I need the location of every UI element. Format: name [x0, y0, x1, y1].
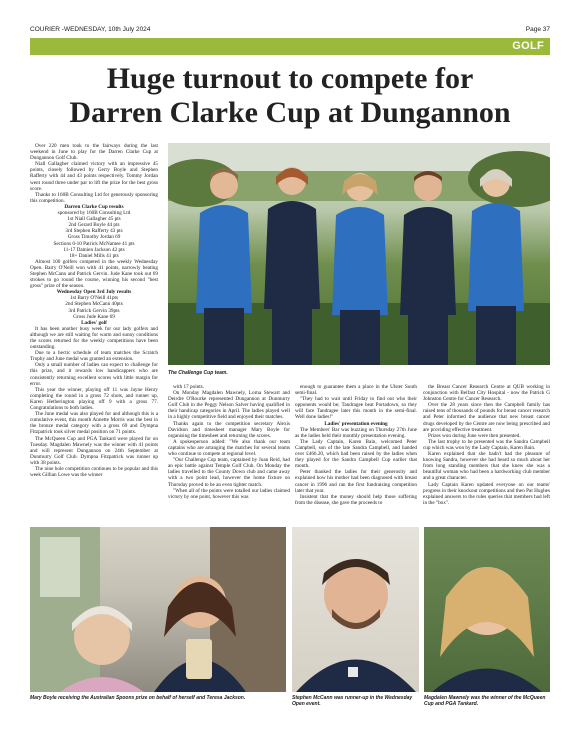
paragraph: Over 220 men took to the fairways during the last weekend in June to play for the Darren Clarke Cup at Dungannon Golf Club.: [30, 143, 158, 162]
column-2: [168, 384, 290, 500]
headline: [30, 62, 550, 130]
paragraph: Almost 100 golfers competed in the weekly Wednesday Open. Barry O'Neill won with 41 points, narrowly beating Stephen McCann and Patrick Gervin. Jude Kane took out 69 strokes to go round the course, winning his second "best gross" prize of the season.: [30, 258, 158, 290]
results-title: Wednesday Open 3rd July results: [56, 289, 132, 296]
issue-date: COURIER -WEDNESDAY, 10th July 2024: [30, 26, 151, 33]
result-line: 1st Niall Gallagher 45 pts: [67, 216, 121, 223]
paragraph: The Members' Bar was buzzing on Thursday 27th June as the ladies held their monthly presentation evening.: [295, 426, 417, 439]
result-line: sponsored by 160B Consulting Ltd: [57, 210, 131, 217]
paragraph: Thanks to 160B Consulting Ltd for generously sponsoring this competition.: [30, 191, 158, 204]
paragraph: Only a small number of ladies can expect to challenge for this prize, and it rewards low handicappers who are consistently returning excellent scores with little margin for error.: [30, 362, 158, 387]
result-line: 1st Barry O'Neill 41pts: [69, 295, 119, 302]
photo-caption: Stephen McCann was runner-up in the Wednesday Open event.: [292, 695, 413, 707]
result-line: Sections 0-10 Patrick McNamee 41 pts: [53, 240, 135, 247]
mawnely-photo: [424, 527, 550, 692]
subheading: Ladies' golf: [81, 319, 107, 326]
subheading: Ladies' presentation evening: [324, 420, 388, 427]
paragraph: Niall Gallagher claimed victory with an impressive 45 points, closely followed by Gerry Boyle and Stephen Rafferty with 44 and 43 points respectively. Tommy Jordan went round three under par to lift the prize for the best gross score.: [30, 161, 158, 192]
paragraph: "When all of the points were totalled our ladies claimed victory by one point, however this was: [168, 487, 290, 500]
paragraph: The nine hole competition continues to be popular and this week Gillian Lowe was the winner: [30, 465, 158, 479]
paragraph: enough to guarantee them a place in the Ulster South semi-final.: [295, 384, 417, 397]
headline-line-2: Darren Clarke Cup at Dungannon: [69, 96, 511, 129]
page-number: Page 37: [525, 26, 550, 33]
paragraph: with 17 points.: [173, 384, 204, 390]
paragraph: The last trophy to be presented was the Sandra Campbell cup which was won by the Lady Captain, Karen Bain.: [423, 438, 550, 451]
column-3: [295, 384, 417, 506]
result-line: 2nd Gerard Boyle 44 pts: [68, 222, 120, 229]
paragraph: Over the 28 years since then the Campbell family has raised tens of thousands of pounds for breast cancer research and Peter informed the audience that new breast cancer drugs developed by the Centre are now being prescribed and are providing effective treatment.: [423, 402, 550, 433]
paragraph: "They had to wait until Friday to find out who their opponents would be; Tandragee beat Portadown, so they will face Tandragee later this month in the semi-final. Well done ladies!": [295, 396, 417, 421]
result-line: Gross Timothy Jordan 69: [67, 234, 121, 241]
mccann-photo: [292, 527, 419, 692]
column-1: [30, 143, 158, 478]
paragraph: "Our Challenge Cup team, captained by Joan Reid, had an epic battle against Temple Golf Club. On Monday the ladies travelled to the County Down club and came away with a two point lead, however the home fixture on Thursday proved to be an even tighter match.: [168, 457, 290, 488]
photo-caption: Mary Boyle receiving the Australian Spoons prize on behalf of herself and Teresa Jackson.: [30, 695, 246, 701]
result-line: 3rd Patrick Gervin 39pts: [68, 307, 120, 314]
result-line: 18+ Daniel Mills 41 pts: [69, 252, 119, 259]
result-line: 3rd Stephen Rafferty 43 pts: [65, 228, 123, 235]
team-photo-illustration: [168, 143, 550, 365]
results-title: Darren Clarke Cup results: [64, 203, 124, 210]
section-label: GOLF: [512, 40, 544, 52]
presentation-photo-illustration: [30, 527, 286, 692]
paragraph: Peter thanked the ladies for their generosity and explained how his mother had been diagnosed with breast cancer in 1996 and ran the first fundraising competition later that year.: [295, 469, 417, 494]
photo-caption: Magdalen Mawnely was the winner of the McQueen Cup and PGA Tankard.: [424, 695, 546, 707]
headline-line-1: Huge turnout to compete for: [106, 62, 474, 95]
presentation-photo: [30, 527, 286, 692]
paragraph: Lady Captain Karen updated everyone on our teams' progress in their knockout competitions and then Pat Hughes explained answers to the rules queries that members had left in the "box".: [423, 481, 550, 506]
paragraph: The McQueen Cup and PGA Tankard were played for on Tuesday. Magdalen Mawnely was the winner with 41 points and will represent Dungannon on 24th September at Dunmurry Golf Club. Dympna Fitzpatrick was runner up with 38 points.: [30, 435, 158, 466]
section-bar: [30, 38, 550, 55]
paragraph: A spokesperson added: "We also thank our team captains who are arranging the matches for several teams who continue to compete at regional level.: [168, 438, 290, 458]
paragraph: The Lady Captain, Karen Bain, welcomed Peter Campbell, son of the late Sandra Campbell, and handed over £466.20, which had been raised by the ladies when they played for the Sandra Campbell Cup earlier that month.: [295, 438, 417, 470]
column-4: [423, 384, 550, 506]
paragraph: Karen explained that she hadn't had the pleasure of knowing Sandra, however she had heard so much about her from long standing members that she knew she was a beautiful woman who had been a hardworking club member and a great character.: [423, 451, 550, 482]
paragraph: Prizes won during June were then presented.: [428, 432, 521, 439]
page-header: [30, 26, 550, 36]
paragraph: Thanks again to the competition secretary Alexis Davidson and timesheet manager Mary Boyle for organising the timesheet and returning the scores.: [168, 420, 290, 439]
result-line: Gross Jude Kane 69: [73, 313, 115, 320]
team-photo: [168, 143, 550, 365]
paragraph: It has been another busy week for our lady golfers and although we are still waiting for warm and sunny conditions the scores returned for the weekly competitions have been outstanding.: [30, 325, 158, 351]
mccann-photo-illustration: [292, 527, 419, 692]
photo-caption: The Challenge Cup team.: [168, 370, 228, 376]
paragraph: The June medal was also played for and although this is a cumulative event, this month Annette Morris was the best in the bronze medal category with a gross 69 and Dympna Fitzpatrick took silver medal position on 71 points.: [30, 411, 158, 436]
result-line: 11-17 Damien Jackson 42 pts: [63, 246, 125, 253]
paragraph: Due to a hectic schedule of team matches the Scratch Trophy and June medal was granted an extension.: [30, 350, 158, 363]
paragraph: the Breast Cancer Research Centre at QUB working in conjunction with Belfast City Hospital - now the Patrick G Johnston Centre for Cancer Research.: [423, 384, 550, 403]
result-line: 2nd Stephen McCann 40pts: [65, 301, 123, 308]
paragraph: Insistent that the money should help those suffering from the disease, she gave the proceeds to: [295, 493, 417, 506]
mawnely-photo-illustration: [424, 527, 550, 692]
paragraph: On Monday Magdalen Mawnely, Lorna Stewart and Deirdre O'Rourke represented Dungannon at Dunmurry Golf Club in the Peggy Nelson Salver having qualified in their handicap categories in April. The ladies played well in a highly competitive field and enjoyed their matches.: [168, 390, 290, 421]
paragraph: This year the winner, playing off 11 was Jayne Henry completing the round in a gross 72 shots, and runner up, Karen Hetherington playing off 9 with a gross 77. Congratulations to both ladies.: [30, 386, 158, 412]
